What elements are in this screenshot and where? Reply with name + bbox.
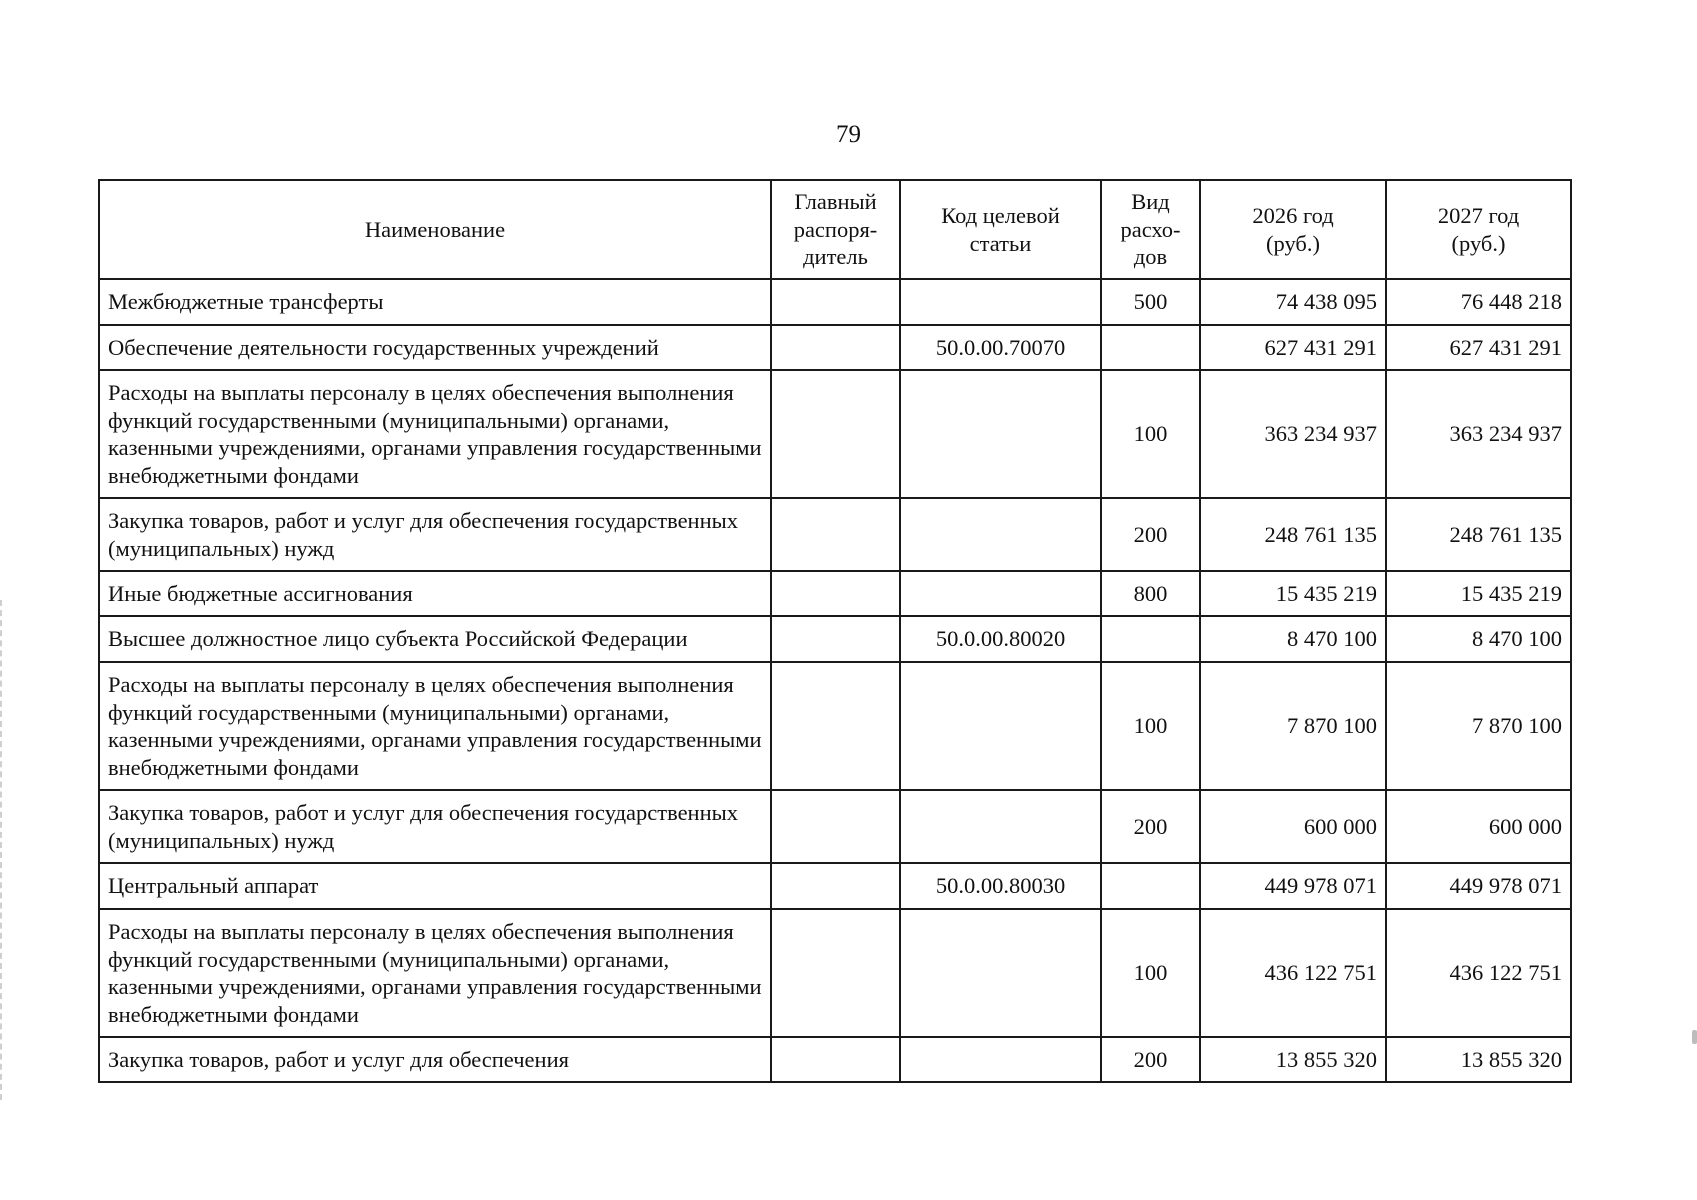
row-amount-2026: 13 855 320: [1200, 1037, 1386, 1082]
row-target-code: 50.0.00.70070: [900, 325, 1101, 370]
row-expense-type: [1101, 616, 1200, 662]
table-row: [99, 498, 1571, 571]
table-row: [99, 616, 1571, 662]
row-manager: [771, 790, 900, 863]
row-target-code: [900, 662, 1101, 790]
row-name: Расходы на выплаты персоналу в целях обеспечения выполнения функций государственными (муниципальными) органами, казенными учреждениями, органами управления государственными внебюджетными фондами: [99, 370, 771, 498]
row-amount-2027: 8 470 100: [1386, 616, 1571, 662]
row-amount-2027: 248 761 135: [1386, 498, 1571, 571]
row-target-code: [900, 370, 1101, 498]
row-amount-2027: 76 448 218: [1386, 279, 1571, 325]
row-expense-type: 100: [1101, 370, 1200, 498]
row-expense-type: 200: [1101, 498, 1200, 571]
row-name: Межбюджетные трансферты: [99, 279, 771, 325]
row-name: Закупка товаров, работ и услуг для обеспечения государственных (муниципальных) нужд: [99, 790, 771, 863]
row-amount-2027: 15 435 219: [1386, 571, 1571, 616]
row-target-code: [900, 909, 1101, 1037]
row-target-code: [900, 279, 1101, 325]
row-name: Высшее должностное лицо субъекта Российской Федерации: [99, 616, 771, 662]
row-manager: [771, 616, 900, 662]
row-expense-type: [1101, 325, 1200, 370]
row-amount-2026: 8 470 100: [1200, 616, 1386, 662]
table-header-row: [99, 180, 1571, 279]
row-name: Обеспечение деятельности государственных учреждений: [99, 325, 771, 370]
scan-edge-mark: [1692, 1030, 1697, 1044]
row-expense-type: 100: [1101, 909, 1200, 1037]
row-name: Расходы на выплаты персоналу в целях обеспечения выполнения функций государственными (муниципальными) органами, казенными учреждениями, органами управления государственными внебюджетными фондами: [99, 909, 771, 1037]
row-manager: [771, 370, 900, 498]
row-expense-type: 800: [1101, 571, 1200, 616]
row-amount-2026: 363 234 937: [1200, 370, 1386, 498]
table-row: [99, 662, 1571, 790]
header-2026: 2026 год (руб.): [1200, 180, 1386, 279]
header-manager: Главный распоря- дитель: [771, 180, 900, 279]
row-name: Центральный аппарат: [99, 863, 771, 909]
row-target-code: [900, 498, 1101, 571]
row-manager: [771, 325, 900, 370]
row-target-code: [900, 1037, 1101, 1082]
row-name: Иные бюджетные ассигнования: [99, 571, 771, 616]
page-number: 79: [836, 121, 861, 148]
row-amount-2026: 627 431 291: [1200, 325, 1386, 370]
row-amount-2027: 627 431 291: [1386, 325, 1571, 370]
table-row: [99, 863, 1571, 909]
row-manager: [771, 909, 900, 1037]
row-expense-type: 500: [1101, 279, 1200, 325]
row-amount-2026: 248 761 135: [1200, 498, 1386, 571]
table-row: [99, 279, 1571, 325]
row-amount-2026: 7 870 100: [1200, 662, 1386, 790]
row-name: Расходы на выплаты персоналу в целях обеспечения выполнения функций государственными (муниципальными) органами, казенными учреждениями, органами управления государственными внебюджетными фондами: [99, 662, 771, 790]
row-manager: [771, 662, 900, 790]
scan-edge-mark: [0, 600, 5, 1100]
row-amount-2026: 449 978 071: [1200, 863, 1386, 909]
row-manager: [771, 863, 900, 909]
row-manager: [771, 279, 900, 325]
row-manager: [771, 571, 900, 616]
row-amount-2026: 436 122 751: [1200, 909, 1386, 1037]
row-amount-2027: 449 978 071: [1386, 863, 1571, 909]
row-amount-2026: 74 438 095: [1200, 279, 1386, 325]
row-name: Закупка товаров, работ и услуг для обеспечения: [99, 1037, 771, 1082]
row-target-code: [900, 571, 1101, 616]
header-name: Наименование: [99, 180, 771, 279]
row-manager: [771, 498, 900, 571]
row-amount-2026: 15 435 219: [1200, 571, 1386, 616]
header-expense-type: Вид расхо- дов: [1101, 180, 1200, 279]
row-amount-2027: 436 122 751: [1386, 909, 1571, 1037]
budget-table: [98, 179, 1572, 1083]
table-row: [99, 1037, 1571, 1082]
row-manager: [771, 1037, 900, 1082]
table-row: [99, 571, 1571, 616]
row-expense-type: [1101, 863, 1200, 909]
row-amount-2027: 600 000: [1386, 790, 1571, 863]
row-target-code: 50.0.00.80030: [900, 863, 1101, 909]
row-name: Закупка товаров, работ и услуг для обеспечения государственных (муниципальных) нужд: [99, 498, 771, 571]
header-target-code: Код целевой статьи: [900, 180, 1101, 279]
header-2027: 2027 год (руб.): [1386, 180, 1571, 279]
table-row: [99, 325, 1571, 370]
table-row: [99, 909, 1571, 1037]
row-target-code: 50.0.00.80020: [900, 616, 1101, 662]
row-amount-2027: 13 855 320: [1386, 1037, 1571, 1082]
row-amount-2027: 7 870 100: [1386, 662, 1571, 790]
table-row: [99, 370, 1571, 498]
row-expense-type: 100: [1101, 662, 1200, 790]
table-row: [99, 790, 1571, 863]
row-target-code: [900, 790, 1101, 863]
row-expense-type: 200: [1101, 790, 1200, 863]
row-amount-2027: 363 234 937: [1386, 370, 1571, 498]
row-expense-type: 200: [1101, 1037, 1200, 1082]
row-amount-2026: 600 000: [1200, 790, 1386, 863]
